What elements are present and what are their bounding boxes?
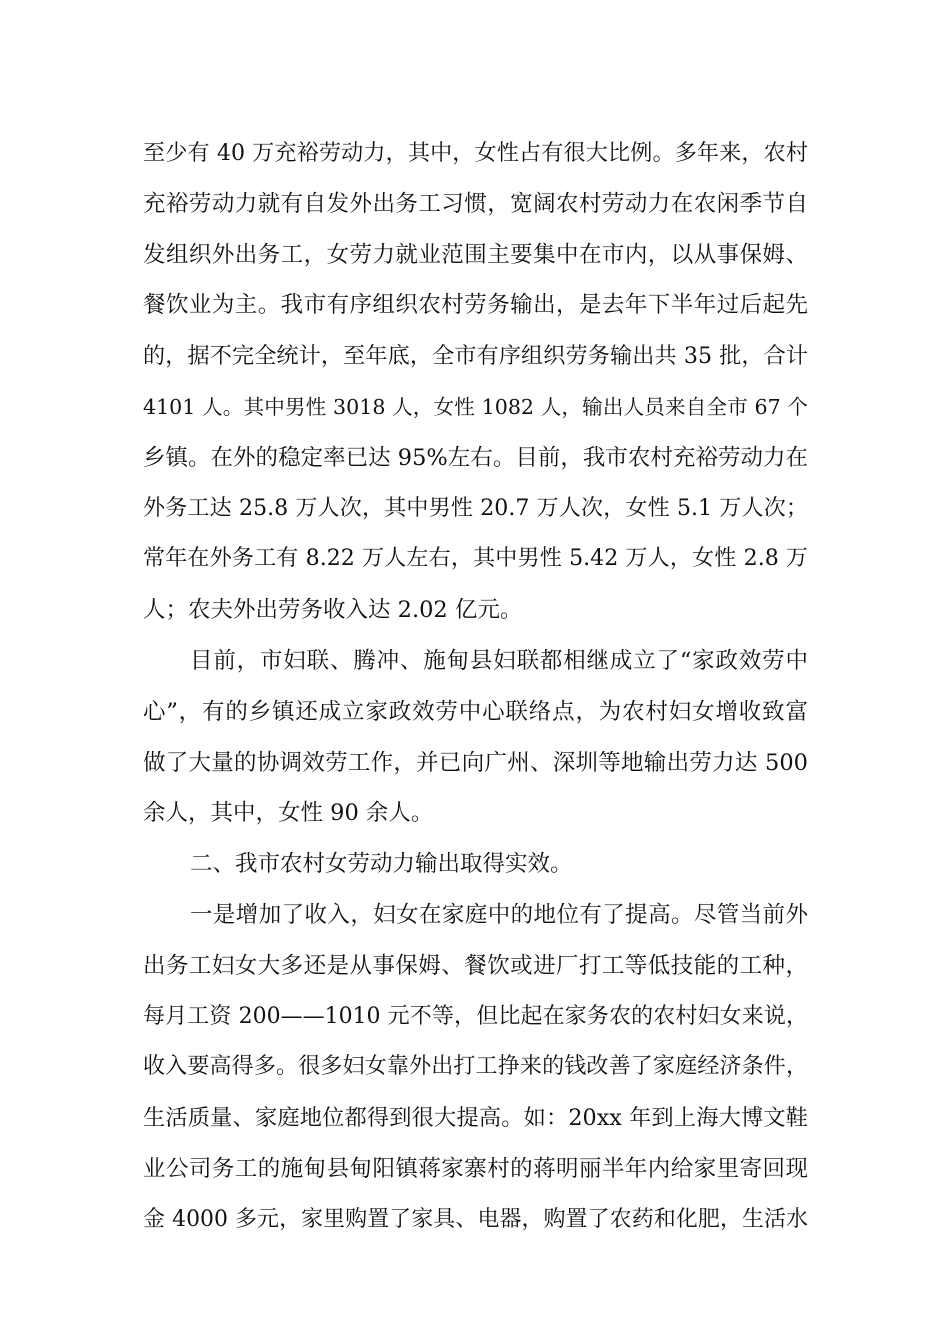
text-line: 一是增加了收入，妇女在家庭中的地位有了提高。尽管当前外	[190, 901, 808, 928]
text-line: 常年在外务工有 8.22 万人左右，其中男性 5.42 万人，女性 2.8 万	[143, 546, 808, 572]
text-line: 心”，有的乡镇还成立家政效劳中心联络点，为农村妇女增收致富	[143, 698, 808, 725]
document-body	[143, 128, 808, 1246]
text-line: 收入要高得多。很多妇女靠外出打工挣来的钱改善了家庭经济条件，	[143, 1054, 808, 1080]
text-line: 至少有 40 万充裕劳动力，其中，女性占有很大比例。多年来，农村	[143, 140, 808, 166]
text-line: 的，据不完全统计，至年底，全市有序组织劳务输出共 35 批，合计	[143, 343, 808, 370]
text-line: 发组织外出务工，女劳力就业范围主要集中在市内，以从事保姆、	[143, 241, 808, 268]
text-line: 餐饮业为主。我市有序组织农村劳务输出，是去年下半年过后起先	[143, 292, 808, 319]
text-line: 充裕劳动力就有自发外出务工习惯，宽阔农村劳动力在农闲季节自	[143, 190, 808, 217]
text-line: 每月工资 200——1010 元不等，但比起在家务农的农村妇女来说，	[143, 1003, 808, 1029]
text-line: 4101 人。其中男性 3018 人，女性 1082 人，输出人员来自全市 67 个	[143, 394, 808, 419]
text-line: 出务工妇女大多还是从事保姆、餐饮或进厂打工等低技能的工种，	[143, 952, 808, 979]
text-line: 做了大量的协调效劳工作，并已向广州、深圳等地输出劳力达 500	[143, 749, 808, 776]
text-line: 乡镇。在外的稳定率已达 95%左右。目前，我市农村充裕劳动力在	[143, 444, 808, 471]
text-line: 金 4000 多元，家里购置了家具、电器，购置了农药和化肥，生活水	[143, 1206, 808, 1232]
text-line: 生活质量、家庭地位都得到很大提高。如：20xx 年到上海大博文鞋	[143, 1105, 808, 1132]
section-heading: 二、我市农村女劳动力输出取得实效。	[190, 851, 573, 878]
text-line: 业公司务工的施甸县甸阳镇蒋家寨村的蒋明丽半年内给家里寄回现	[143, 1155, 808, 1182]
text-line: 外务工达 25.8 万人次，其中男性 20.7 万人次，女性 5.1 万人次；	[143, 495, 808, 521]
text-line: 余人，其中，女性 90 余人。	[143, 800, 434, 827]
text-line: 目前，市妇联、腾冲、施甸县妇联都相继成立了“家政效劳中	[190, 647, 808, 674]
text-line: 人；农夫外出劳务收入达 2.02 亿元。	[143, 597, 523, 624]
